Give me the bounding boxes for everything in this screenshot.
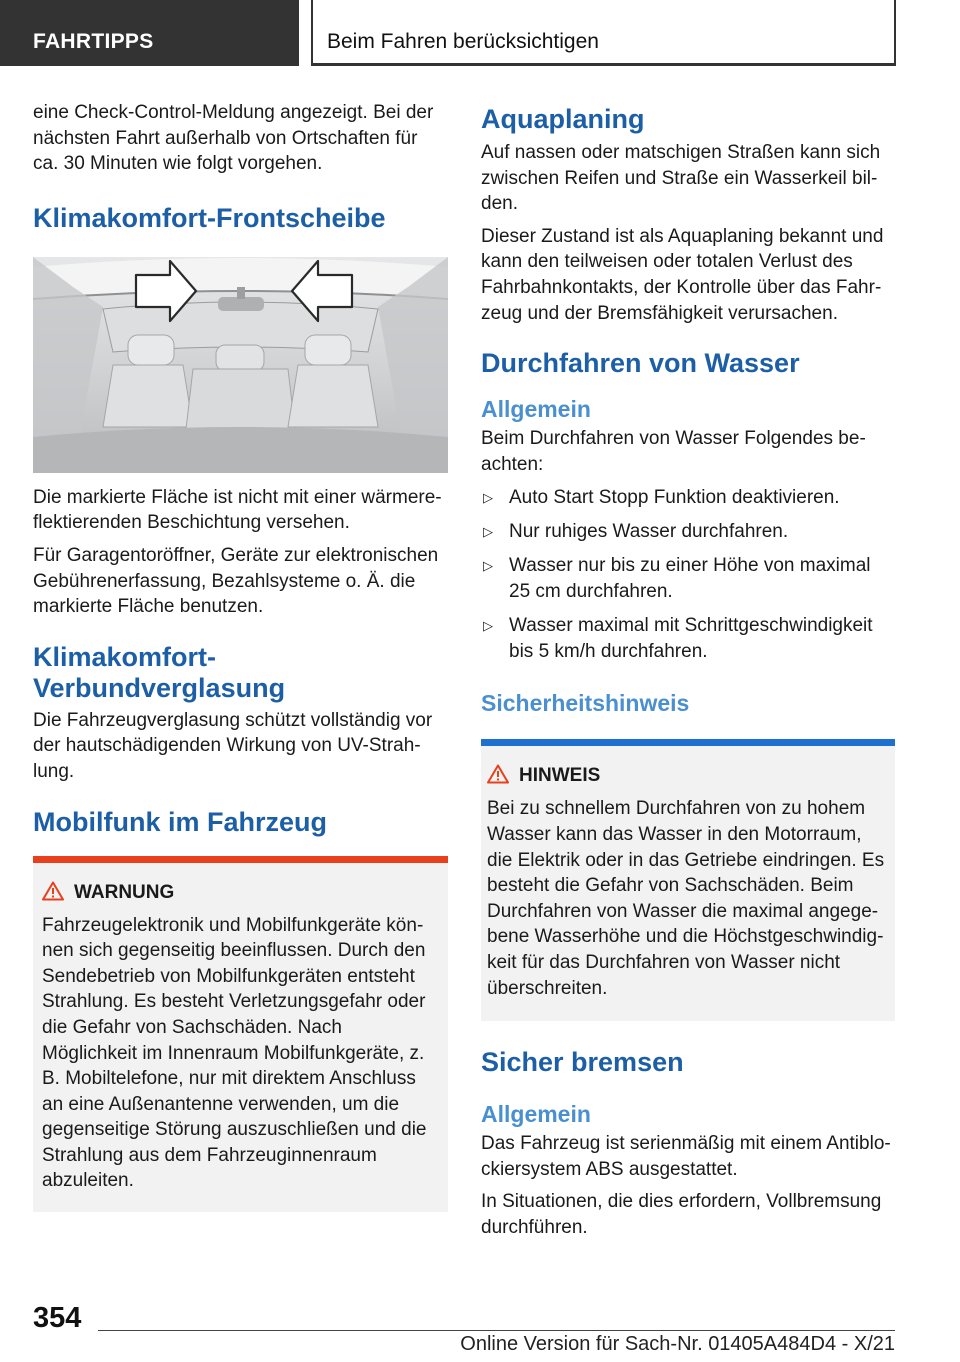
warning-bar [33,856,448,863]
heading-mobilfunk: Mobilfunk im Fahrzeug [33,806,327,837]
right-column [481,104,895,1247]
subheading-allgemein-wasser: Allgemein [481,396,591,423]
chapter-title: FAHRTIPPS [0,0,299,66]
notice-label: HINWEIS [519,765,601,787]
warning-triangle-icon [487,764,509,791]
page-number: 354 [33,1302,82,1334]
footer-divider [98,1330,895,1331]
heading-durchfahren-wasser: Durchfahren von Wasser [481,348,800,379]
subheading-allgemein-bremsen: Allgemein [481,1101,591,1128]
section-title: Beim Fahren berücksichtigen [311,0,896,66]
page-header [0,0,960,66]
aquaplaning-paragraph-2: Dieser Zustand ist als Aquaplaning bekannt und kann den teilweisen oder totalen Verlust des Fahrbahnkontakts, der Kontrolle über das Fahrzeug und der Bremsfähigkeit verursachen. [481,225,884,324]
triangle-bullet-icon: ▷ [483,490,493,506]
triangle-bullet-icon: ▷ [483,558,493,574]
photo-caption-1: Die markierte Fläche ist nicht mit einer wärmereflektierenden Beschichtung versehen. [33,486,442,534]
warning-triangle-icon [42,881,64,908]
photo-caption-2: Für Garagentoröffner, Geräte zur elektronischen Gebührenerfassung, Bezahlsysteme o. Ä. die markierte Fläche benutzen. [33,544,439,618]
notice-box [481,739,895,1021]
heading-sicher-bremsen: Sicher bremsen [481,1047,684,1078]
triangle-bullet-icon: ▷ [483,618,493,634]
bremsen-paragraph-1: Das Fahrzeug ist serienmäßig mit einem Antiblockiersystem ABS ausgestattet. [481,1133,891,1180]
bremsen-paragraph-2: In Situationen, die dies erfordern, Vollbremsung durchführen. [481,1191,882,1238]
list-item: ▷ Wasser nur bis zu einer Höhe von maximal 25 cm durchfahren. [483,555,871,603]
wasser-bullet-list [481,485,895,665]
heading-klimakomfort-frontscheibe: Klimakomfort-Frontscheibe [33,202,386,233]
notice-bar [481,739,895,746]
notice-title [487,764,888,788]
heading-verbundverglasung: Klimakomfort-Verbundverglasung [33,641,286,703]
subheading-sicherheitshinweis: Sicherheitshinweis [481,690,690,717]
wasser-intro: Beim Durchfahren von Wasser Folgendes beachten: [481,428,866,475]
warning-title [42,881,439,905]
triangle-bullet-icon: ▷ [483,524,493,540]
warning-label: WARNUNG [74,881,175,903]
footer-online-version: Online Version für Sach-Nr. 01405A484D4 - X/21 [460,1333,895,1355]
notice-text: Bei zu schnellem Durchfahren von zu hohem Wasser kann das Wasser in den Motorraum, die Elektrik oder in das Getriebe eindringen. Es besteht die Gefahr von Sachschäden. Beim Durchfahren von Wasser die maximal angegebene Wasserhöhe und die Höchstgeschwindigkeit für das Durchfahren von Wasser nicht überschreiten. [487,798,885,999]
warning-text: Fahrzeugelektronik und Mobilfunkgeräte können sich gegenseitig beeinflussen. Durch den Sendebetrieb von Mobilfunkgeräten entsteht Strahlung. Es besteht Verletzungsgefahr oder die Gefahr von Sachschäden. Nach Möglichkeit im Innenraum Mobilfunkgeräte, z. B. Mobiltelefone, nur mit direktem Anschluss an eine Außenantenne verwenden, um die gegenseitige Störung auszuschließen und die Strahlung aus dem Fahrzeuginnenraum abzuleiten. [42,914,427,1192]
list-item: ▷ Wasser maximal mit Schrittgeschwindigkeit bis 5 km/h durchfahren. [483,615,873,663]
windshield-image [33,257,448,473]
windshield-illustration [33,257,448,473]
verbund-paragraph: Die Fahrzeugverglasung schützt vollständig vor der hautschädigenden Wirkung von UV-Strahlung. [33,709,433,782]
left-column [33,100,448,1212]
intro-paragraph: eine Check-Control-Meldung angezeigt. Bei der nächsten Fahrt außerhalb von Ortschaften für ca. 30 Minuten wie folgt vorgehen. [33,102,434,175]
list-item: ▷ Auto Start Stopp Funktion deaktivieren. [481,485,895,511]
warning-box [33,856,448,1213]
aquaplaning-paragraph-1: Auf nassen oder matschigen Straßen kann sich zwischen Reifen und Straße ein Wasserkeil bilden. [481,142,881,215]
heading-aquaplaning: Aquaplaning [481,104,645,134]
list-item: ▷ Nur ruhiges Wasser durchfahren. [481,519,895,545]
